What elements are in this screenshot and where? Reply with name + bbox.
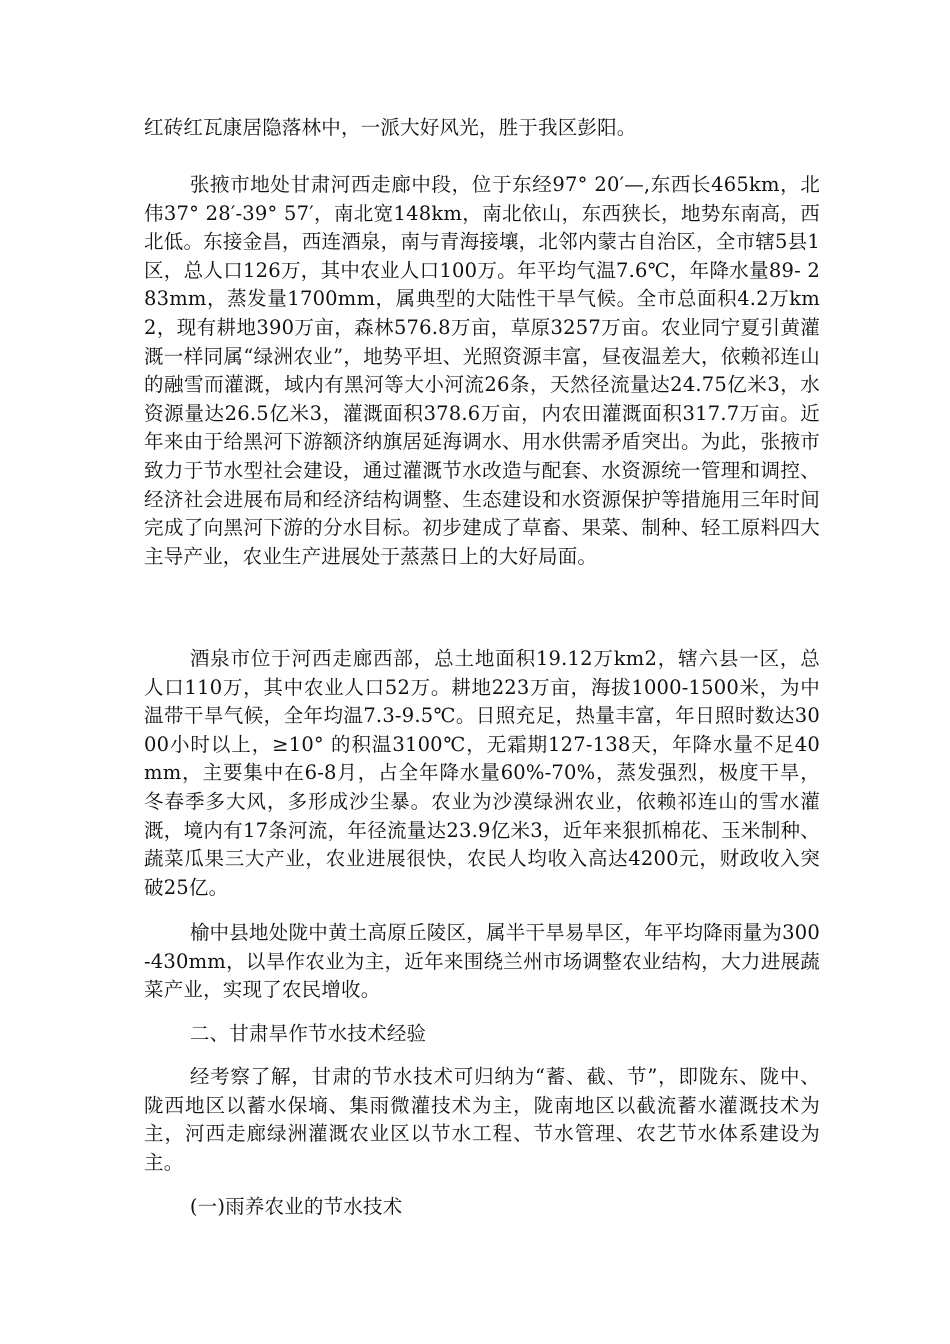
paragraph-jiuquan: 酒泉市位于河西走廊西部，总土地面积19.12万km2，辖六县一区，总人口110万，其中农业人口52万。耕地223万亩，海拔1000-1500米，为中温带干旱气候，全年均温7.3-9.5℃。日照充足，热量丰富，年日照时数达3000小时以上，≥10° 的积温3100℃，无霜期127-138天，年降水量不足40mm，主要集中在6-8月，占全年降水量60%-70%，蒸发强烈，极度干旱，冬春季多大风，多形成沙尘暴。农业为沙漠绿洲农业，依赖祁连山的雪水灌溉，境内有17条河流，年径流量达23.9亿米3，近年来狠抓棉花、玉米制种、蔬菜瓜果三大产业，农业进展很快，农民人均收入高达4200元，财政收入突破25亿。	[144, 647, 820, 899]
paragraph-continuation: 红砖红瓦康居隐落林中，一派大好风光，胜于我区彭阳。	[144, 116, 637, 139]
paragraph-zhangye: 张掖市地处甘肃河西走廊中段，位于东经97° 20′—,东西长465km，北伟37° 28′-39° 57′，南北宽148km，南北依山，东西狭长，地势东南高，西北低。东接金昌，西连酒泉，南与青海接壤，北邻内蒙古自治区，全市辖5县1区，总人口126万，其中农业人口100万。年平均气温7.6℃，年降水量89- 283mm，蒸发量1700mm，属典型的大陆性干旱气候。全市总面积4.2万km2，现有耕地390万亩，森林576.8万亩，草原3257万亩。农业同宁夏引黄灌溉一样同属“绿洲农业”，地势平坦、光照资源丰富，昼夜温差大，依赖祁连山的融雪而灌溉，域内有黑河等大小河流26条，天然径流量达24.75亿米3，水资源量达26.5亿米3，灌溉面积378.6万亩，内农田灌溉面积317.7万亩。近年来由于给黑河下游额济纳旗居延海调水、用水供需矛盾突出。为此，张掖市致力于节水型社会建设，通过灌溉节水改造与配套、水资源统一管理和调控、经济社会进展布局和经济结构调整、生态建设和水资源保护等措施用三年时间完成了向黑河下游的分水目标。初步建成了草畜、果菜、制种、轻工原料四大主导产业，农业生产进展处于蒸蒸日上的大好局面。	[144, 173, 820, 568]
paragraph-summary: 经考察了解，甘肃的节水技术可归纳为“蓄、截、节”，即陇东、陇中、陇西地区以蓄水保墒、集雨微灌技术为主，陇南地区以截流蓄水灌溉技术为主，河西走廊绿洲灌溉农业区以节水工程、节水管理、农艺节水体系建设为主。	[144, 1065, 820, 1174]
section-heading: 二、甘肃旱作节水技术经验	[189, 1022, 427, 1045]
paragraph-yuzhong: 榆中县地处陇中黄土高原丘陵区，属半干旱易旱区，年平均降雨量为300-430mm，以旱作农业为主，近年来围绕兰州市场调整农业结构，大力进展蔬菜产业，实现了农民增收。	[144, 921, 820, 1002]
subsection-heading: (一)雨养农业的节水技术	[189, 1195, 403, 1218]
